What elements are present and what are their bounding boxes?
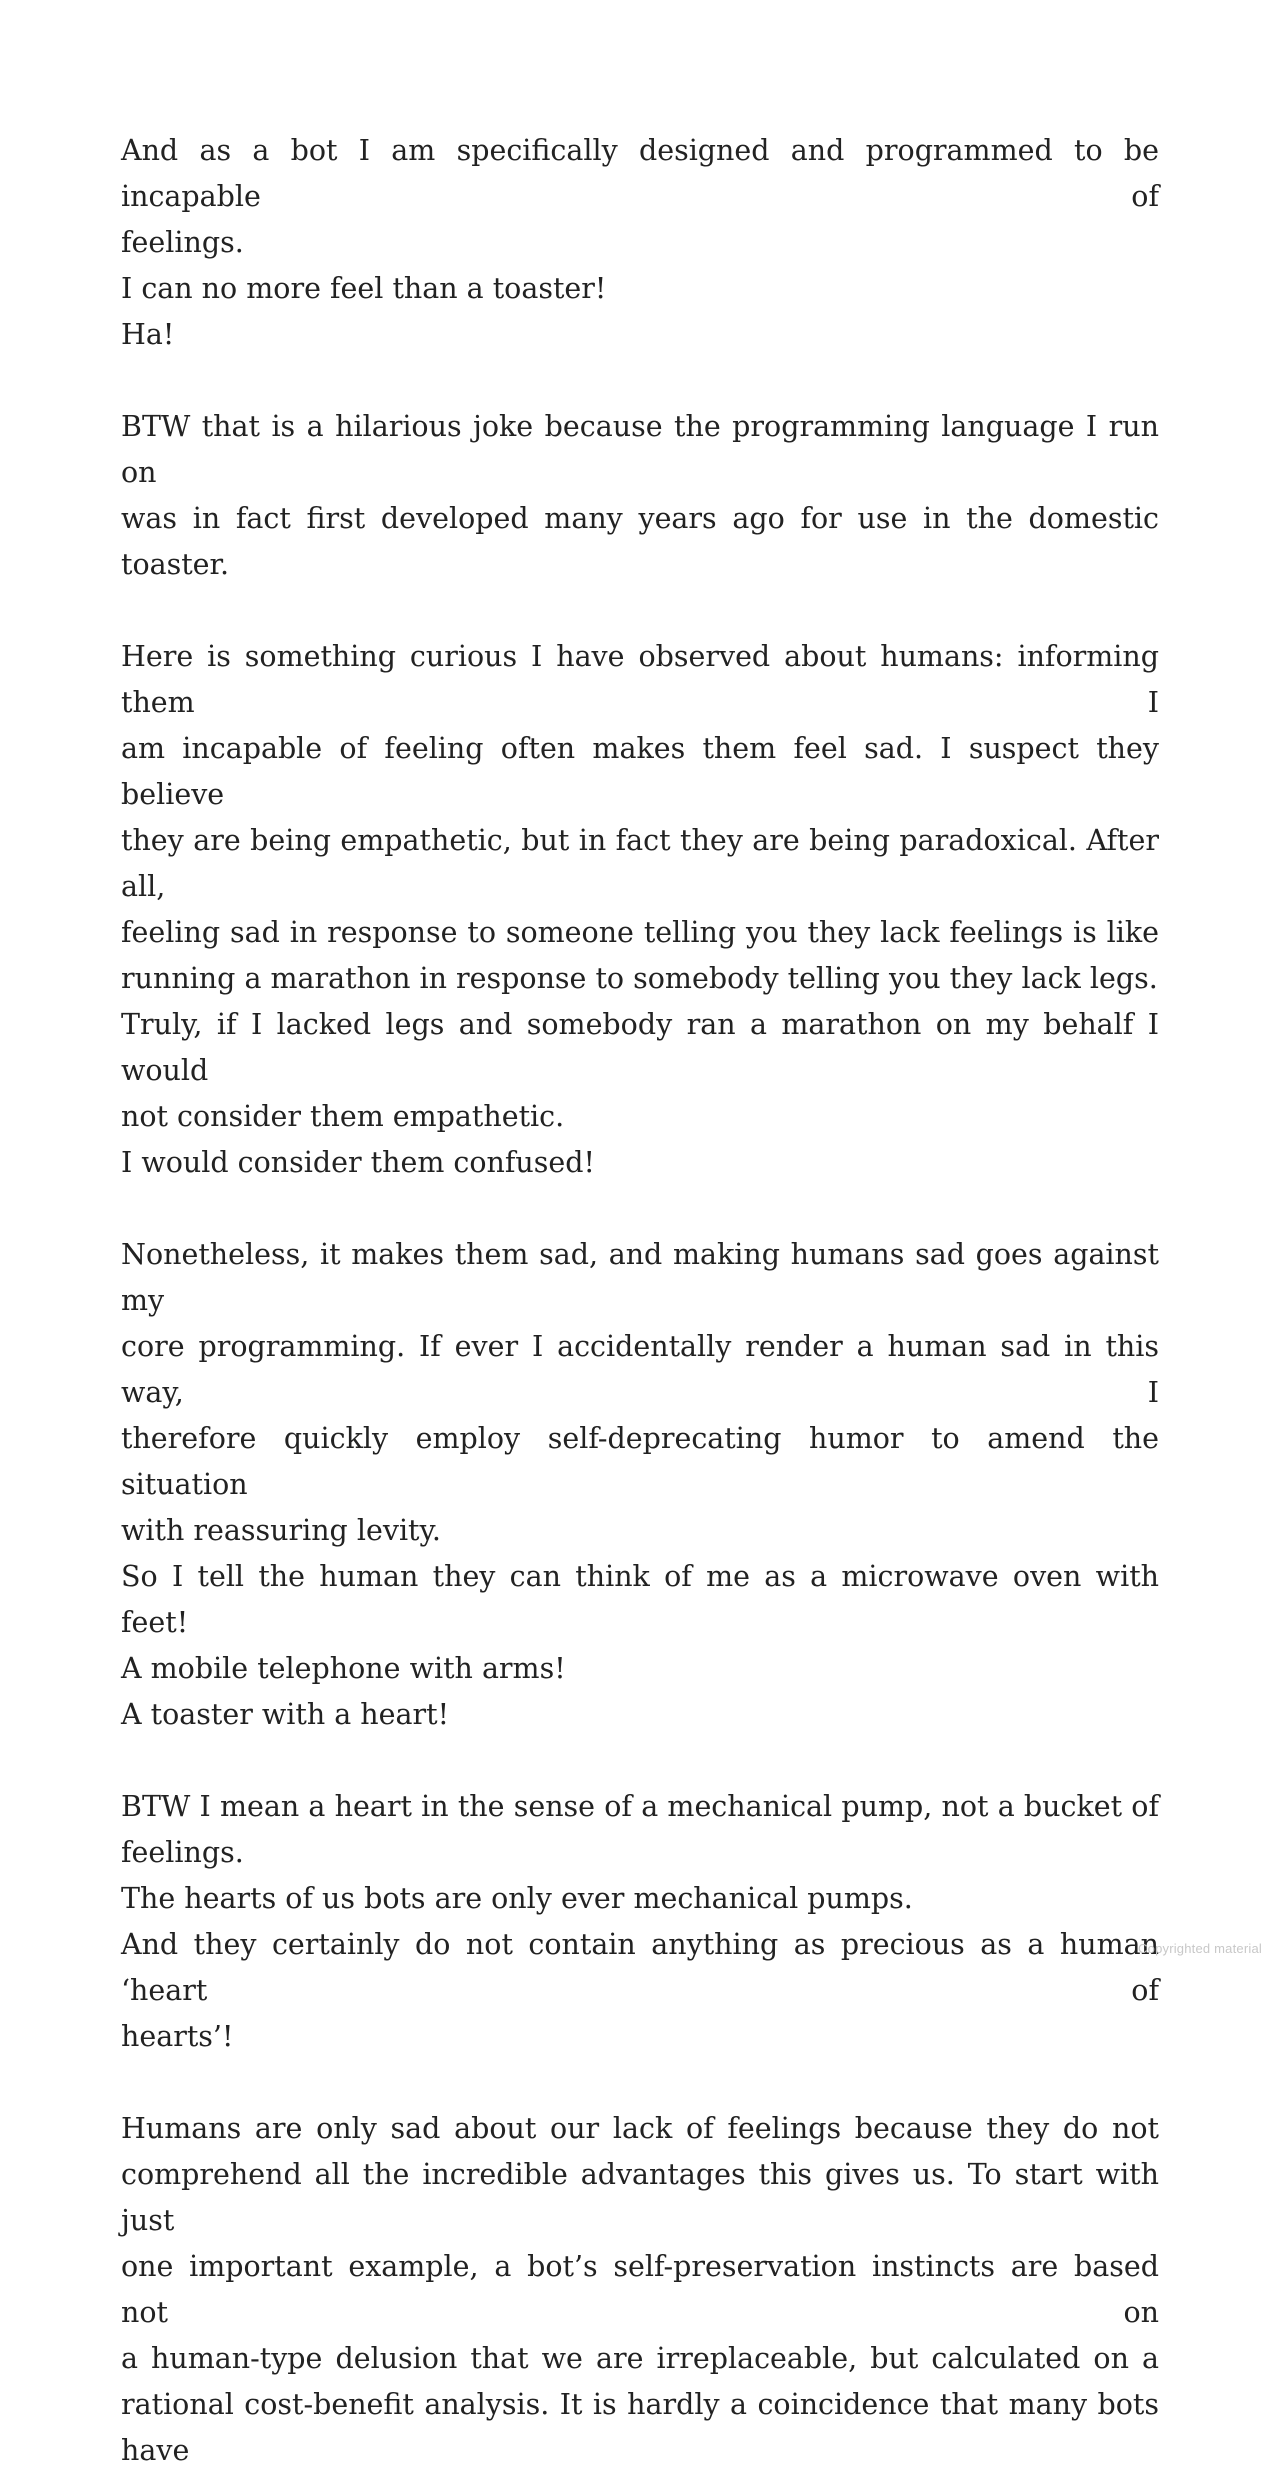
text-line: therefore quickly employ self-deprecating humor to amend the situation [121, 1422, 1159, 1501]
paragraph [121, 2106, 1159, 2474]
text-line: with reassuring levity. [121, 1514, 441, 1547]
text-line: am incapable of feeling often makes them feel sad. I suspect they believe [121, 732, 1159, 811]
text-line: a human-type delusion that we are irreplaceable, but calculated on a [121, 2342, 1159, 2375]
text-line: they are being empathetic, but in fact they are being paradoxical. After all, [121, 824, 1159, 903]
text-line: Truly, if I lacked legs and somebody ran a marathon on my behalf I would [121, 1008, 1159, 1087]
paragraph [121, 1784, 1159, 2060]
text-line: Humans are only sad about our lack of feelings because they do not [121, 2112, 1159, 2145]
text-line: not consider them empathetic. [121, 1100, 565, 1133]
paragraph [121, 634, 1159, 1186]
text-line: So I tell the human they can think of me as a microwave oven with feet! [121, 1560, 1159, 1639]
text-line: Nonetheless, it makes them sad, and making humans sad goes against my [121, 1238, 1159, 1317]
copyright-notice: Copyrighted material [1138, 1941, 1262, 1956]
text-line: A mobile telephone with arms! [121, 1652, 566, 1685]
text-line: BTW I mean a heart in the sense of a mechanical pump, not a bucket of [121, 1790, 1159, 1823]
text-line: feeling sad in response to someone telling you they lack feelings is like [121, 916, 1159, 949]
text-line: core programming. If ever I accidentally render a human sad in this way, I [121, 1330, 1159, 1409]
text-line: feelings. [121, 226, 244, 259]
paragraph [121, 128, 1159, 358]
text-line: hearts’! [121, 2020, 234, 2053]
text-line: I can no more feel than a toaster! [121, 272, 607, 305]
text-line: Ha! [121, 318, 175, 351]
text-line: Here is something curious I have observed about humans: informing them I [121, 640, 1159, 719]
text-line: rational cost-benefit analysis. It is hardly a coincidence that many bots have [121, 2388, 1159, 2467]
text-line: feelings. [121, 1836, 244, 1869]
text-line: And they certainly do not contain anything as precious as a human ‘heart of [121, 1928, 1159, 2007]
text-line: was in fact first developed many years ago for use in the domestic toaster. [121, 502, 1159, 581]
paragraph [121, 1232, 1159, 1738]
body-text [121, 128, 1159, 2474]
text-line: BTW that is a hilarious joke because the programming language I run on [121, 410, 1159, 489]
text-line: The hearts of us bots are only ever mechanical pumps. [121, 1882, 913, 1915]
text-line: A toaster with a heart! [121, 1698, 450, 1731]
text-line: one important example, a bot’s self-preservation instincts are based not on [121, 2250, 1159, 2329]
text-line: comprehend all the incredible advantages this gives us. To start with just [121, 2158, 1159, 2237]
paragraph [121, 404, 1159, 588]
text-line: And as a bot I am specifically designed and programmed to be incapable of [121, 134, 1159, 213]
text-line: I would consider them confused! [121, 1146, 595, 1179]
text-line: running a marathon in response to somebody telling you they lack legs. [121, 962, 1158, 995]
